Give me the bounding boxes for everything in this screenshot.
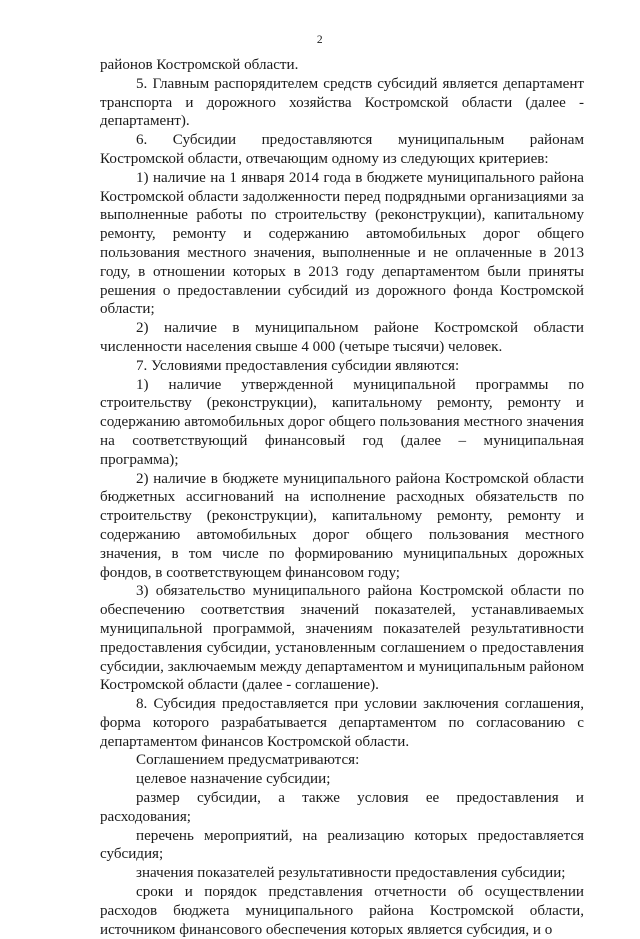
paragraph: районов Костромской области.	[100, 57, 299, 73]
page-number: 2	[316, 34, 324, 46]
paragraph: 1) наличие утвержденной муниципальной программы по строительству (реконструкции), капитальному ремонту, ремонту и содержанию автомобильных дорог общего пользования местного значения на соответствующий финансовый год (далее – муниципальная программа);	[100, 376, 584, 468]
paragraph: 7. Условиями предоставления субсидии являются:	[136, 357, 460, 374]
paragraph: 8. Субсидия предоставляется при условии заключения соглашения, форма которого разрабатывается департаментом по согласованию с департаментом финансов Костромской области.	[100, 696, 584, 750]
paragraph: Соглашением предусматриваются:	[136, 752, 360, 769]
paragraph: сроки и порядок представления отчетности об осуществлении расходов бюджета муниципального района Костромской области, источником финансового обеспечения которых является субсидия, и о	[100, 884, 584, 938]
document-body	[100, 56, 584, 939]
paragraph: значения показателей результативности предоставления субсидии;	[136, 865, 566, 882]
paragraph: 2) наличие в бюджете муниципального района Костромской области бюджетных ассигнований на исполнение расходных обязательств по строительству (реконструкции), капитальному ремонту, ремонту и содержанию автомобильных дорог общего пользования местного значения, в том числе по формированию муниципальных дорожных фондов, в соответствующем финансовом году;	[100, 470, 584, 581]
paragraph: размер субсидии, а также условия ее предоставления и расходования;	[100, 790, 584, 825]
paragraph: целевое назначение субсидии;	[136, 771, 331, 788]
paragraph: 1) наличие на 1 января 2014 года в бюджете муниципального района Костромской области задолженности перед подрядными организациями за выполненные работы по строительству (реконструкции), капитальному ремонту, ремонту и содержанию автомобильных дорог общего пользования местного значения, выполненные и не оплаченные в 2013 году, в отношении которых в 2013 году департаментом были приняты решения о предоставлении субсидий из дорожного фонда Костромской области;	[100, 169, 584, 318]
paragraph: 2) наличие в муниципальном районе Костромской области численности населения свыше 4 000 (четыре тысячи) человек.	[100, 320, 584, 355]
paragraph: 3) обязательство муниципального района Костромской области по обеспечению соответствия значений показателей, устанавливаемых муниципальной программой, значениям показателей результативности предоставления субсидии, установленным соглашением о предоставления субсидии, заключаемым между департаментом и муниципальным районом Костромской области (далее - соглашение).	[100, 583, 584, 694]
paragraph: 6. Субсидии предоставляются муниципальным районам Костромской области, отвечающим одному из следующих критериев:	[100, 132, 584, 167]
paragraph: перечень мероприятий, на реализацию которых предоставляется субсидия;	[100, 827, 584, 863]
paragraph: 5. Главным распорядителем средств субсидий является департамент транспорта и дорожного хозяйства Костромской области (далее - департамент).	[100, 75, 584, 130]
